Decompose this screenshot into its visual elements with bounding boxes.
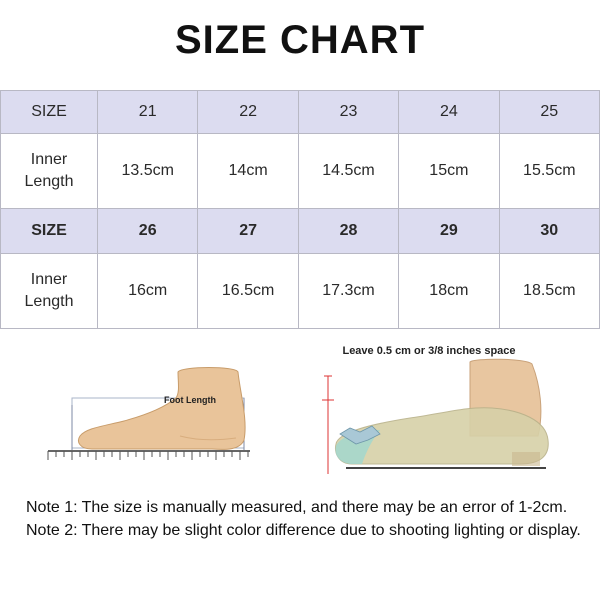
size-header-cell: SIZE bbox=[1, 91, 98, 134]
inner-length-row bbox=[1, 134, 600, 209]
foot-length-caption: Foot Length bbox=[164, 395, 216, 405]
size-chart-table bbox=[0, 90, 600, 329]
note-text: There may be slight color difference due to shooting lighting or display. bbox=[81, 522, 581, 539]
notes-section bbox=[26, 498, 586, 544]
length-cell: 18cm bbox=[399, 254, 499, 329]
size-row bbox=[1, 209, 600, 254]
length-cell: 13.5cm bbox=[98, 134, 198, 209]
size-cell: 25 bbox=[499, 91, 599, 134]
measurement-illustration bbox=[0, 340, 600, 475]
size-cell: 29 bbox=[399, 209, 499, 254]
size-cell: 23 bbox=[298, 91, 398, 134]
foot-measure-illustration bbox=[48, 368, 250, 461]
shoe-space-caption: Leave 0.5 cm or 3/8 inches space bbox=[342, 345, 516, 357]
length-cell: 14.5cm bbox=[298, 134, 398, 209]
inner-length-label-line: Inner bbox=[30, 151, 68, 168]
ruler-ticks bbox=[48, 451, 248, 460]
note-label: Note 1: bbox=[26, 499, 78, 516]
size-cell: 24 bbox=[399, 91, 499, 134]
inner-length-header-cell bbox=[1, 134, 98, 209]
length-cell: 16.5cm bbox=[198, 254, 298, 329]
inner-length-label-line: Inner bbox=[30, 271, 68, 288]
inner-length-row bbox=[1, 254, 600, 329]
length-cell: 14cm bbox=[198, 134, 298, 209]
size-header-cell: SIZE bbox=[1, 209, 98, 254]
note-text: The size is manually measured, and there may be an error of 1-2cm. bbox=[81, 499, 568, 516]
size-cell: 30 bbox=[499, 209, 599, 254]
note-item bbox=[26, 498, 586, 517]
length-cell: 16cm bbox=[98, 254, 198, 329]
inner-length-label-line: Length bbox=[24, 293, 74, 310]
page-title: SIZE CHART bbox=[175, 18, 425, 62]
inner-length-label-line: Length bbox=[24, 173, 74, 190]
size-row bbox=[1, 91, 600, 134]
length-cell: 18.5cm bbox=[499, 254, 599, 329]
size-cell: 27 bbox=[198, 209, 298, 254]
shoe-fit-illustration bbox=[322, 359, 548, 474]
length-cell: 15cm bbox=[399, 134, 499, 209]
size-cell: 21 bbox=[98, 91, 198, 134]
inner-length-header-cell bbox=[1, 254, 98, 329]
size-cell: 22 bbox=[198, 91, 298, 134]
size-cell: 28 bbox=[298, 209, 398, 254]
length-cell: 17.3cm bbox=[298, 254, 398, 329]
size-cell: 26 bbox=[98, 209, 198, 254]
note-label: Note 2: bbox=[26, 522, 78, 539]
note-item bbox=[26, 521, 586, 540]
length-cell: 15.5cm bbox=[499, 134, 599, 209]
